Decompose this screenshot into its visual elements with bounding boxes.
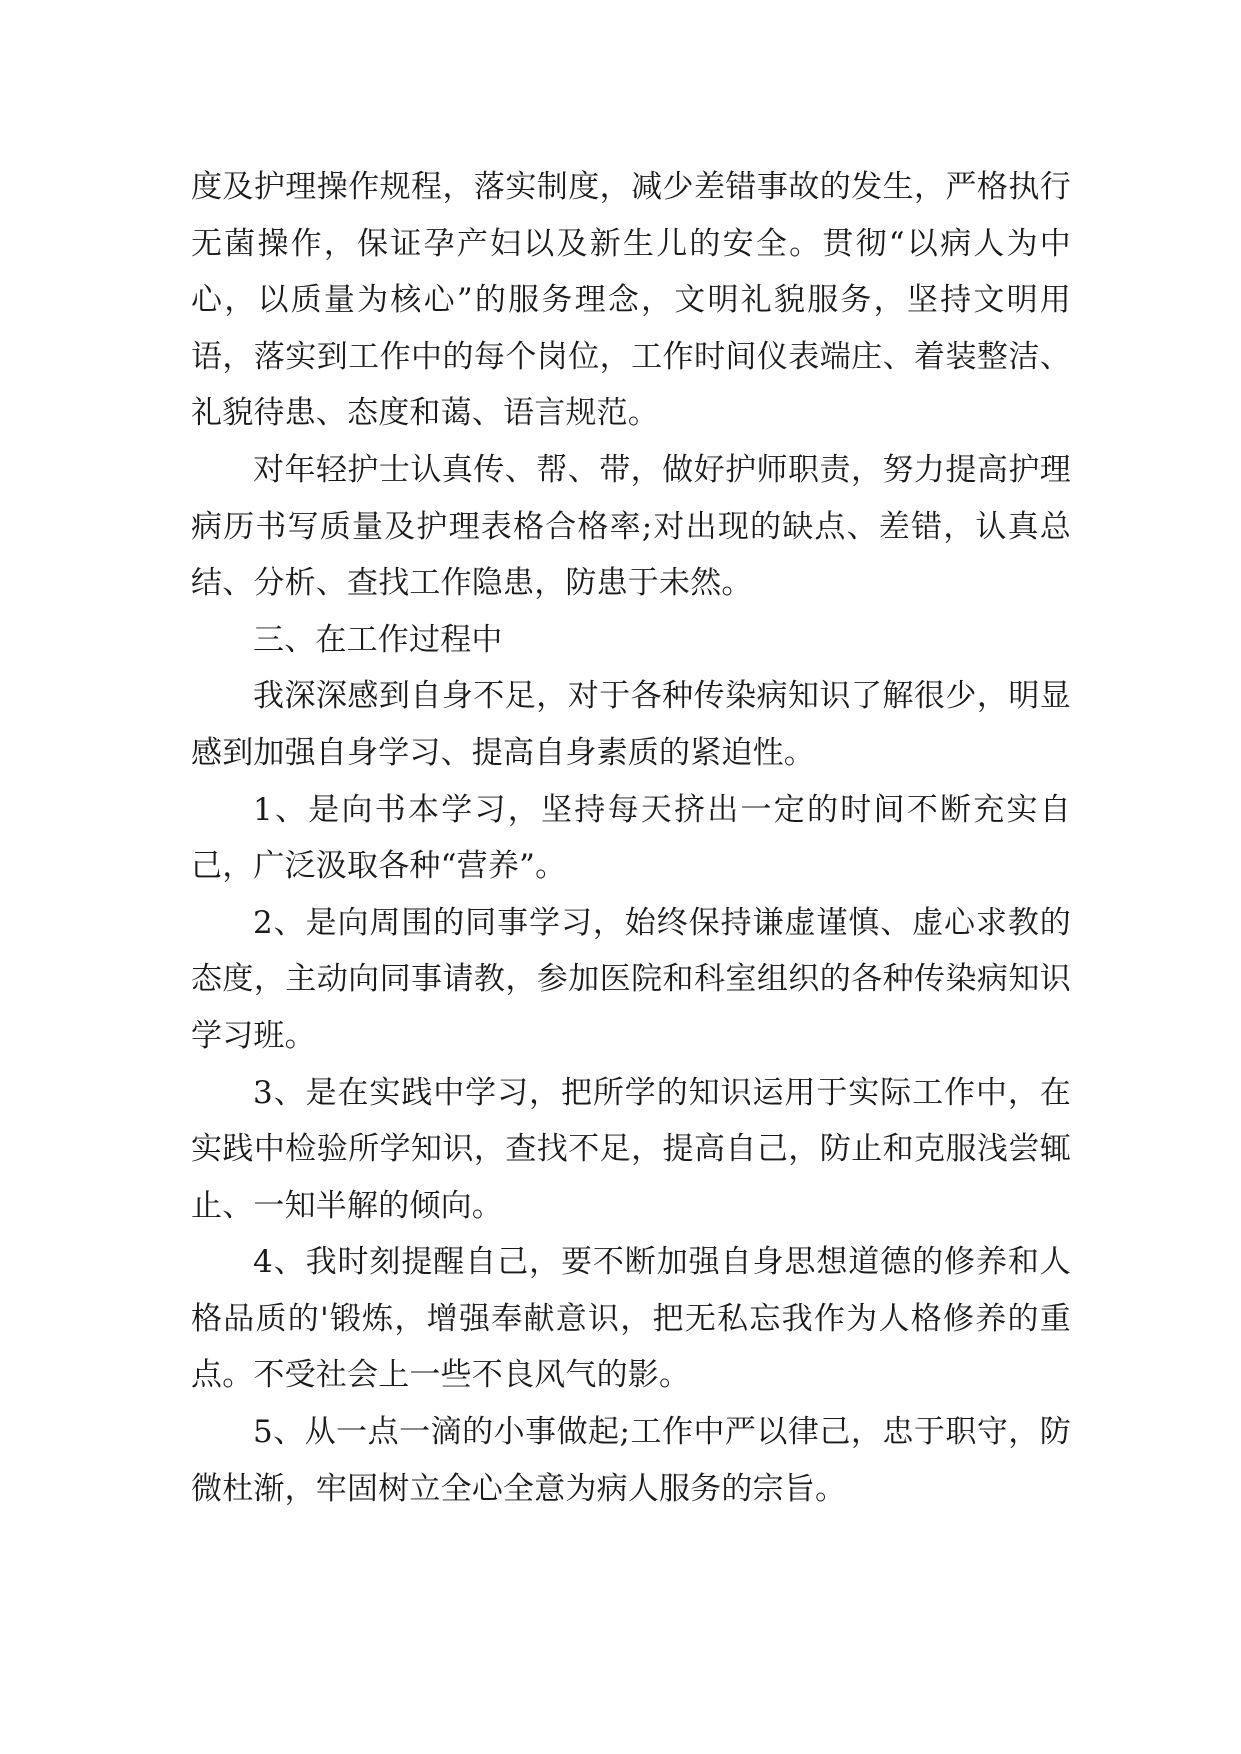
paragraph-self-deficiency: 我深深感到自身不足，对于各种传染病知识了解很少，明显感到加强自身学习、提高自身素质的紧迫性。 xyxy=(191,678,1071,771)
list-item-2: 2、是向周围的同事学习，始终保持谦虚谨慎、虚心求教的态度，主动向同事请教，参加医院和科室组织的各种传染病知识学习班。 xyxy=(191,904,1071,1054)
paragraph-continued: 度及护理操作规程，落实制度，减少差错事故的发生，严格执行无菌操作，保证孕产妇以及新生儿的安全。贯彻“以病人为中心，以质量为核心”的服务理念，文明礼貌服务，坚持文明用语，落实到工作中的每个岗位，工作时间仪表端庄、着装整洁、礼貌待患、态度和蔼、语言规范。 xyxy=(191,169,1071,432)
list-item-3: 3、是在实践中学习，把所学的知识运用于实际工作中，在实践中检验所学知识，查找不足，提高自己，防止和克服浅尝辄止、一知半解的倾向。 xyxy=(191,1074,1071,1224)
section-heading-work-process: 三、在工作过程中 xyxy=(253,621,503,658)
document-body xyxy=(191,159,1071,1517)
paragraph-young-nurses: 对年轻护士认真传、帮、带，做好护师职责，努力提高护理病历书写质量及护理表格合格率;对出现的缺点、差错，认真总结、分析、查找工作隐患，防患于未然。 xyxy=(191,451,1071,602)
list-item-1: 1、是向书本学习，坚持每天挤出一定的时间不断充实自己，广泛汲取各种“营养”。 xyxy=(191,791,1071,885)
list-item-5: 5、从一点一滴的小事做起;工作中严以律己，忠于职守，防微杜渐，牢固树立全心全意为病人服务的宗旨。 xyxy=(191,1414,1071,1507)
list-item-4: 4、我时刻提醒自己，要不断加强自身思想道德的修养和人格品质的'锻炼，增强奉献意识，把无私忘我作为人格修养的重点。不受社会上一些不良风气的影。 xyxy=(191,1244,1071,1394)
